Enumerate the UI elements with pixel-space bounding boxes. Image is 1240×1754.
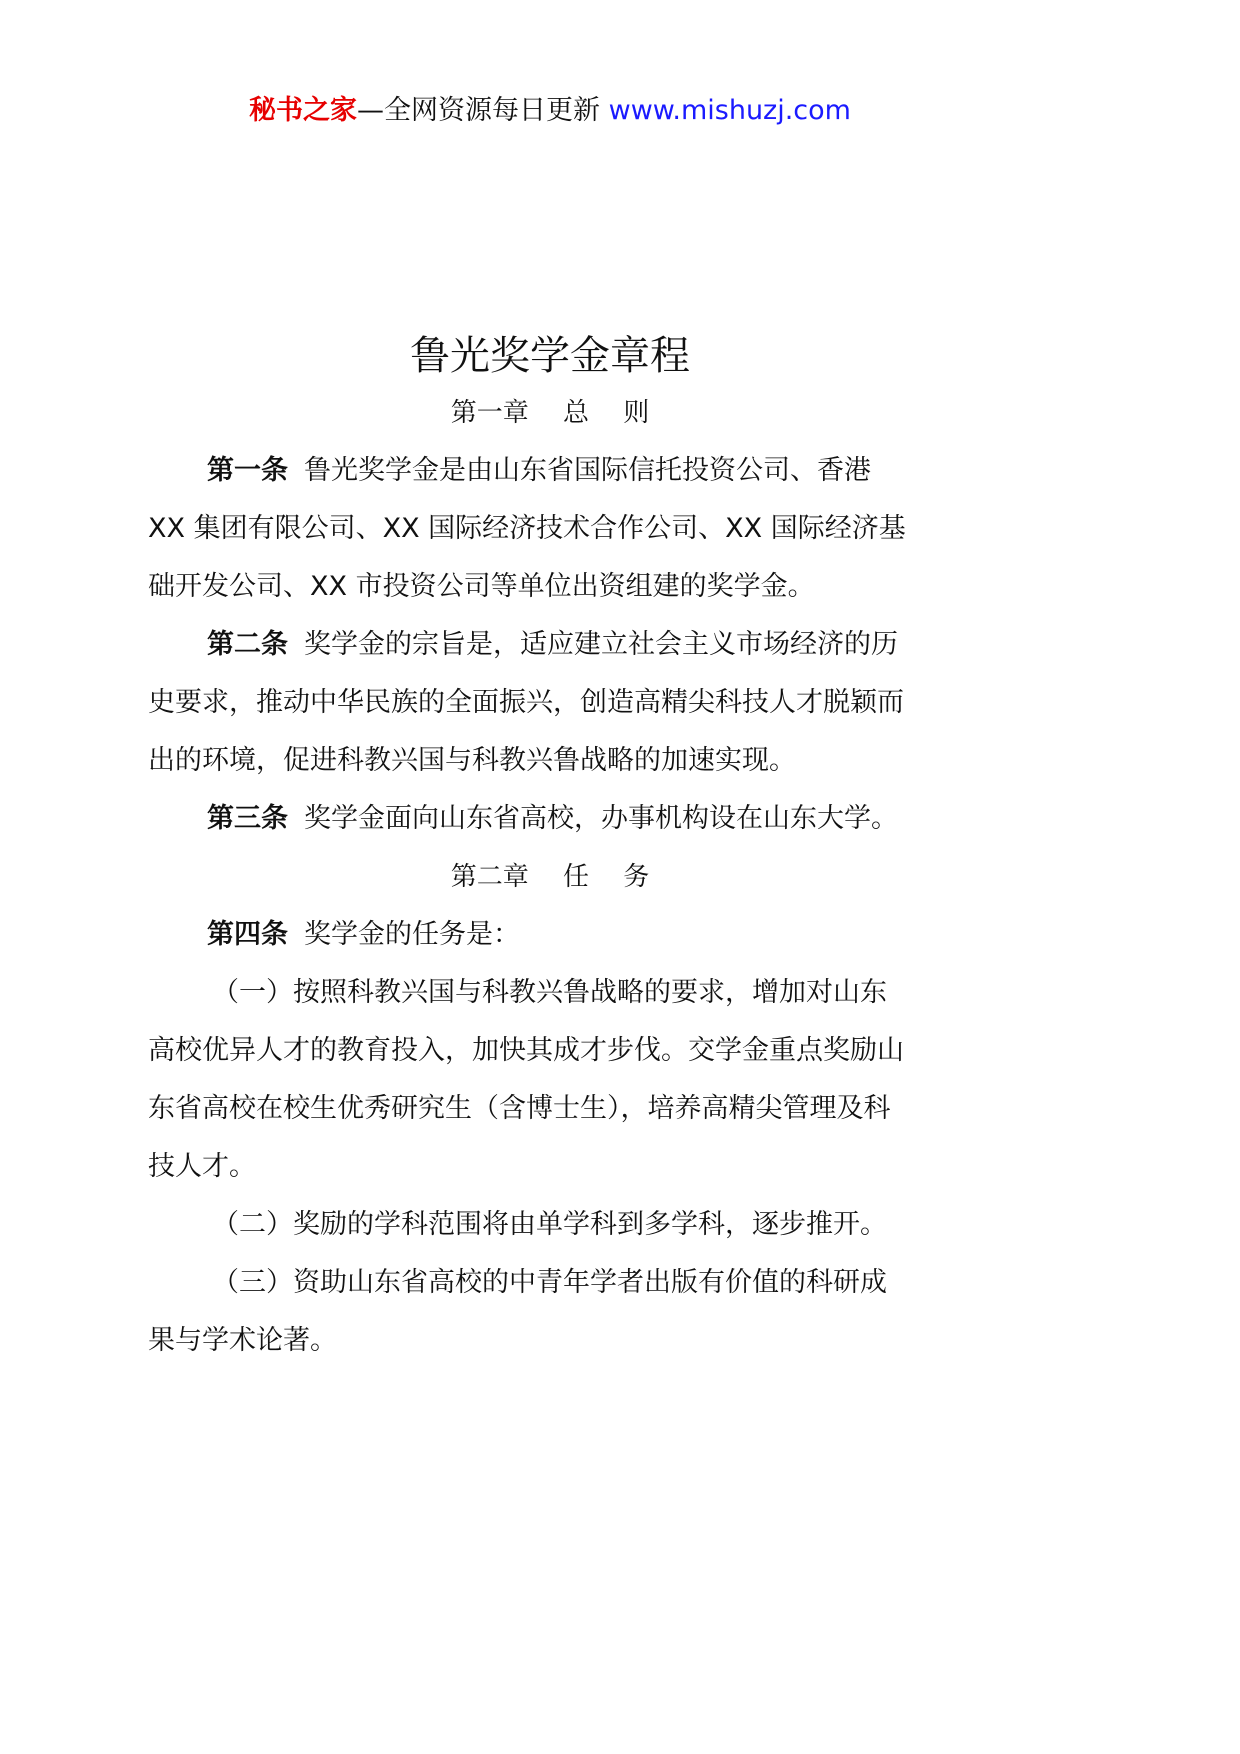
item-3-line-1: （三）资助山东省高校的中青年学者出版有价值的科研成 [212,1267,887,1298]
item-1-line-3: 东省高校在校生优秀研究生（含博士生），培养高精尖管理及科 [148,1093,891,1124]
article-label: 第三条 [207,803,288,834]
item-3-line-2: 果与学术论著。 [148,1325,337,1356]
article-text: 奖学金面向山东省高校，办事机构设在山东大学。 [304,803,898,834]
article-1-line-1 [207,450,1037,492]
item-2-line-1: （二）奖励的学科范围将由单学科到多学科，逐步推开。 [212,1209,887,1240]
document-title: 鲁光奖学金章程 [410,333,690,379]
article-4-line-1 [207,914,1037,956]
item-1-line-2: 高校优异人才的教育投入，加快其成才步伐。交学金重点奖励山 [148,1035,904,1066]
article-2-line-2: 史要求，推动中华民族的全面振兴，创造高精尖科技人才脱颖而 [148,687,904,718]
article-text: 鲁光奖学金是由山东省国际信托投资公司、香港 [304,455,871,486]
article-text: 奖学金的宗旨是，适应建立社会主义市场经济的历 [304,629,898,660]
article-label: 第一条 [207,455,288,486]
article-3-line-1 [207,798,1037,840]
chapter-heading-1: 第一章 总 则 [450,398,650,428]
brand-name: 秘书之家 [249,95,358,126]
site-header [0,91,1100,131]
article-2-line-3: 出的环境，促进科教兴国与科教兴鲁战略的加速实现。 [148,745,796,776]
chapter-heading-2: 第二章 任 务 [450,862,650,892]
item-1-line-4: 技人才。 [148,1151,256,1182]
article-label: 第二条 [207,629,288,660]
article-text: 奖学金的任务是： [304,919,520,950]
article-1-line-2: XX 集团有限公司、XX 国际经济技术合作公司、XX 国际经济基 [148,513,906,544]
article-2-line-1 [207,624,1037,666]
site-url-link[interactable]: www.mishuzj.com [608,95,851,126]
article-1-line-3: 础开发公司、XX 市投资公司等单位出资组建的奖学金。 [148,571,815,602]
article-label: 第四条 [207,919,288,950]
item-1-line-1: （一）按照科教兴国与科教兴鲁战略的要求，增加对山东 [212,977,887,1008]
header-slogan: —全网资源每日更新 [357,95,601,126]
